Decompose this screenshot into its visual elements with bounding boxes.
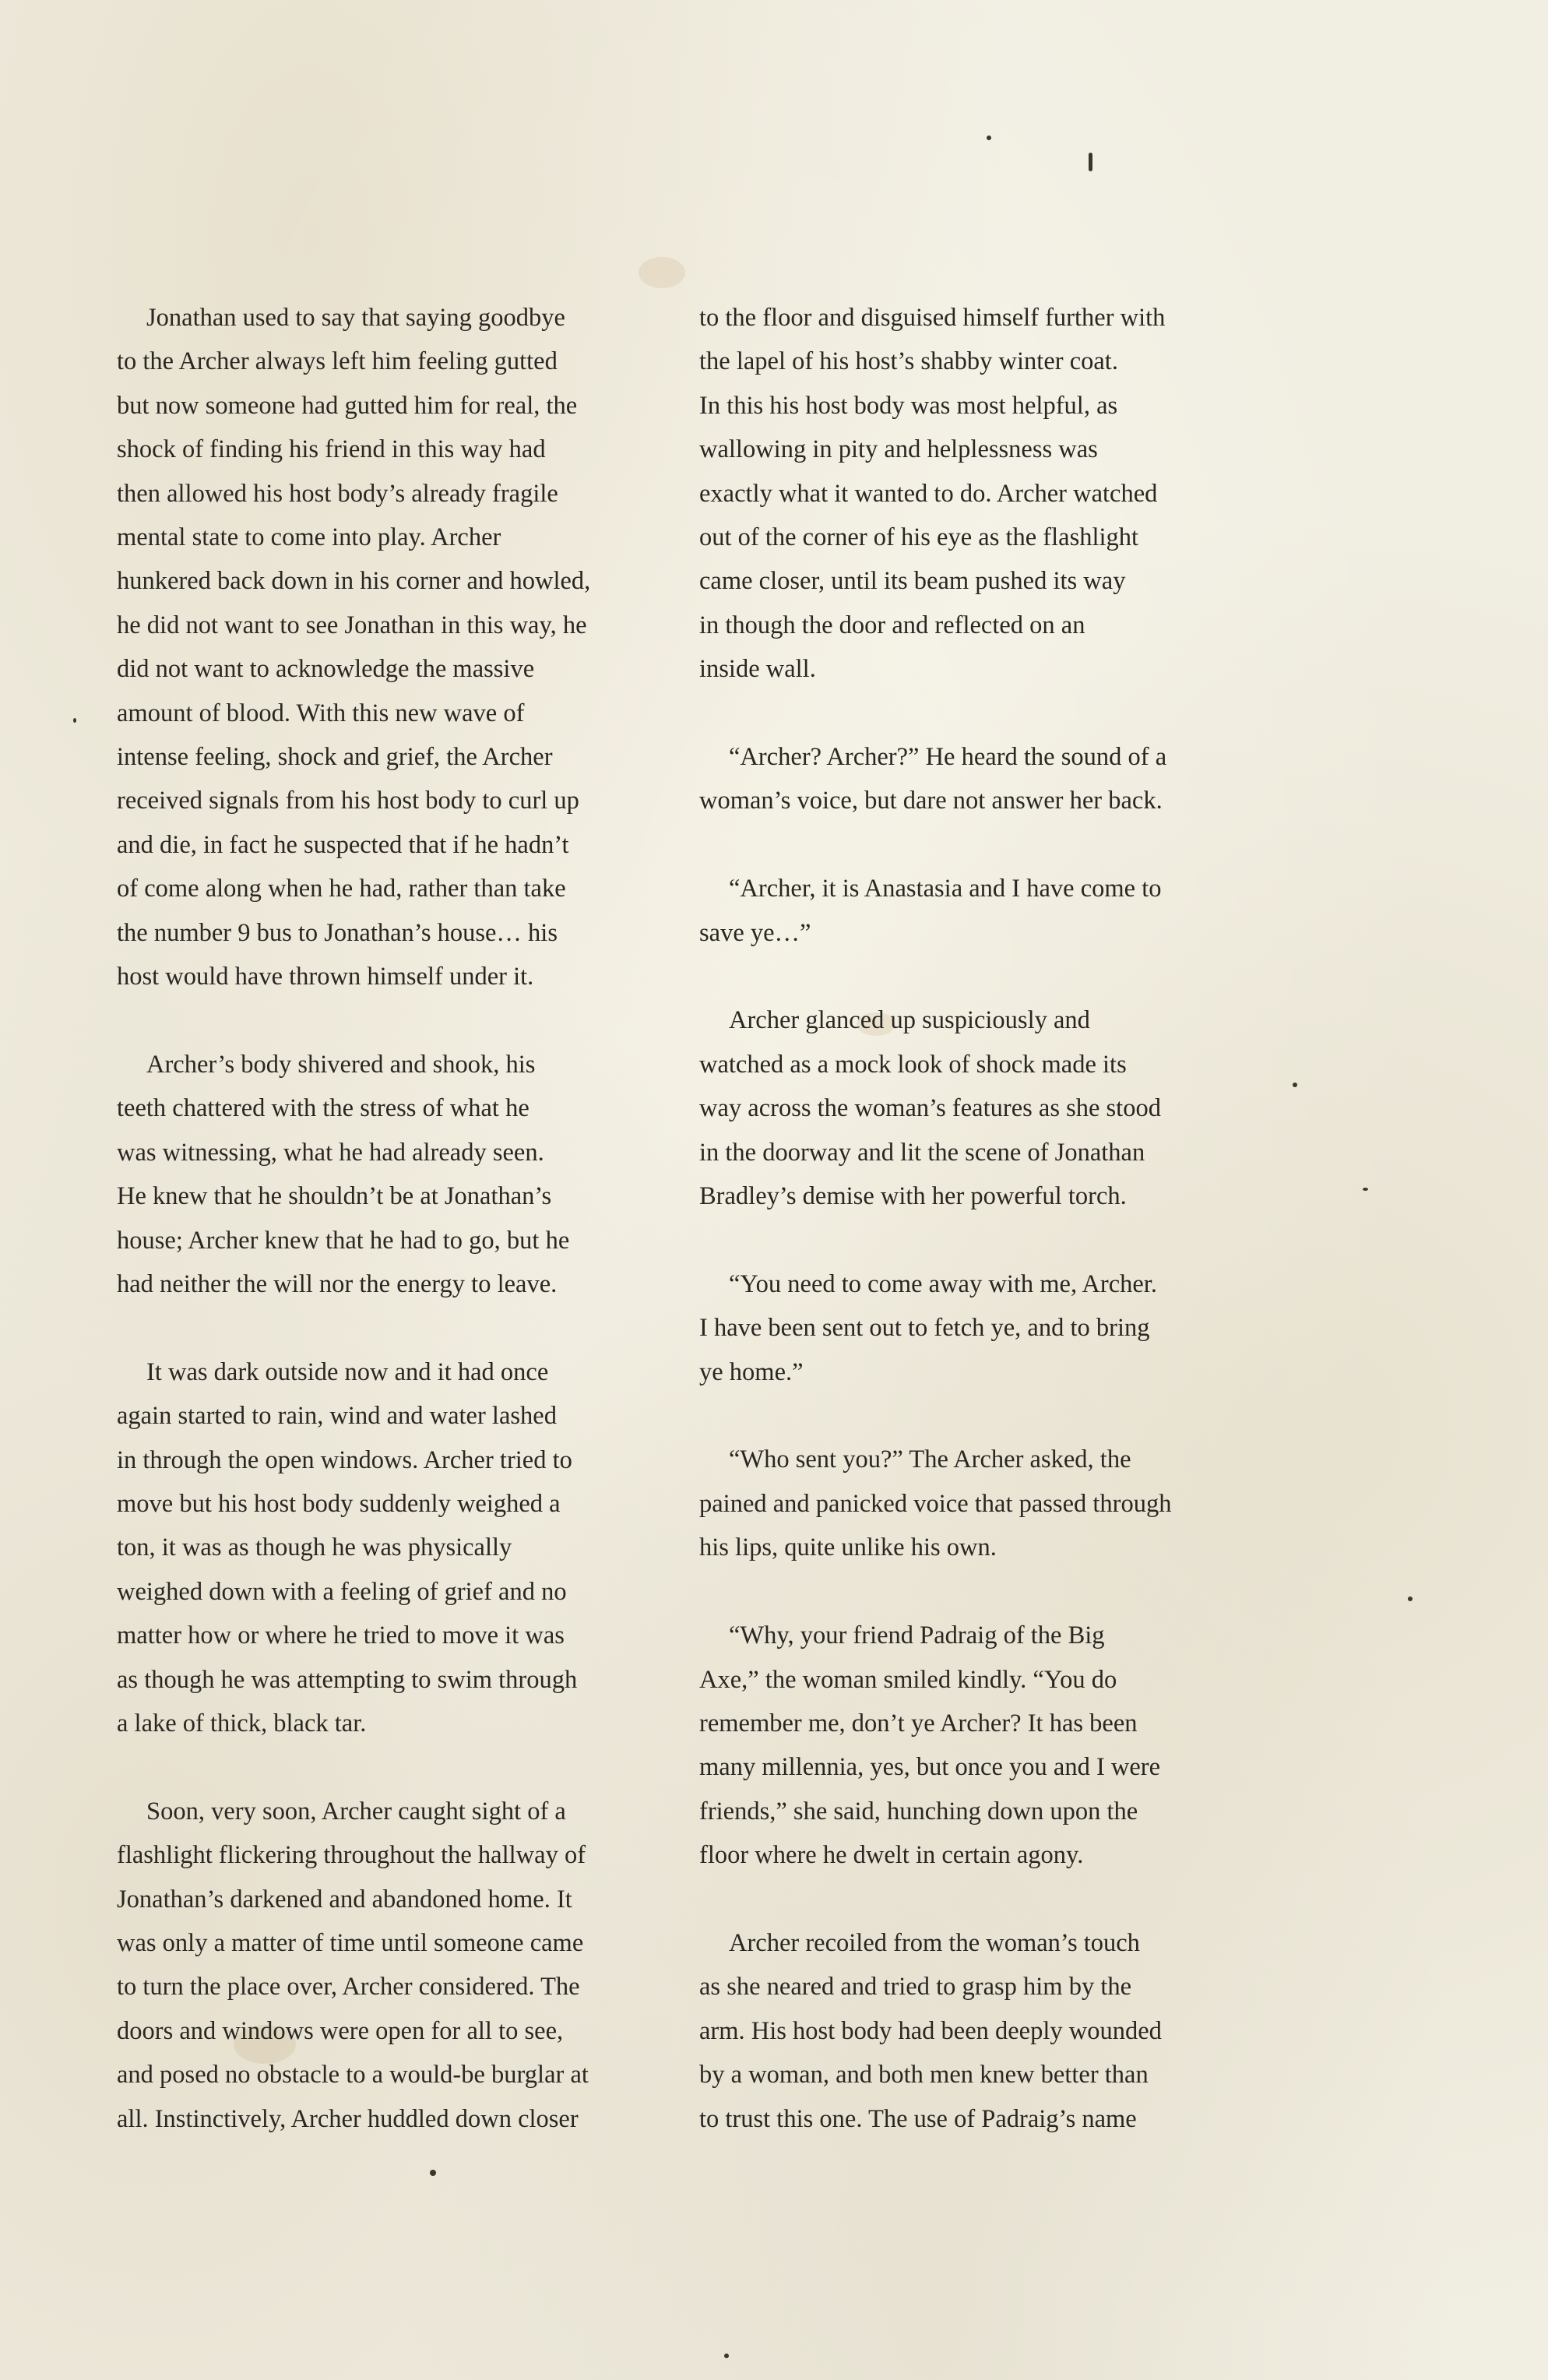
text-line: floor where he dwelt in certain agony. (699, 1841, 1084, 1870)
text-line: “Archer, it is Anastasia and I have come to (729, 875, 1162, 903)
text-line: the number 9 bus to Jonathan’s house… his (117, 918, 558, 947)
text-line: ye home.” (699, 1357, 804, 1386)
text-line: he did not want to see Jonathan in this way, he (117, 611, 587, 639)
paper-speck (1363, 1188, 1368, 1191)
text-line: mental state to come into play. Archer (117, 523, 501, 552)
text-column-left (117, 296, 662, 2185)
text-line: doors and windows were open for all to see, (117, 2016, 564, 2045)
text-line: Jonathan used to say that saying goodbye (146, 304, 565, 332)
text-line: as she neared and tried to grasp him by the (699, 1973, 1132, 2002)
text-line: came closer, until its beam pushed its way (699, 567, 1126, 596)
paragraph (117, 1350, 662, 1746)
text-line: inside wall. (699, 655, 816, 684)
text-line: matter how or where he tried to move it was (117, 1621, 565, 1650)
text-line: Bradley’s demise with her powerful torch. (699, 1182, 1127, 1211)
text-line: by a woman, and both men knew better than (699, 2061, 1149, 2090)
text-line: In this his host body was most helpful, as (699, 391, 1118, 420)
text-line: to the floor and disguised himself further with (699, 304, 1166, 332)
paragraph (699, 1614, 1244, 1877)
text-line: Soon, very soon, Archer caught sight of a (146, 1797, 566, 1825)
paragraph (699, 867, 1244, 955)
text-line: move but his host body suddenly weighed a (117, 1489, 561, 1518)
paragraph (117, 1043, 662, 1306)
text-line: “Archer? Archer?” He heard the sound of a (729, 743, 1167, 772)
text-line: Archer recoiled from the woman’s touch (729, 1928, 1140, 1957)
text-line: a lake of thick, black tar. (117, 1709, 367, 1737)
text-line: shock of finding his friend in this way had (117, 435, 546, 464)
text-line: teeth chattered with the stress of what he (117, 1094, 529, 1123)
text-line: Axe,” the woman smiled kindly. “You do (699, 1665, 1117, 1694)
text-line: the lapel of his host’s shabby winter coat. (699, 347, 1118, 376)
text-line: flashlight flickering throughout the hallway of (117, 1841, 586, 1870)
text-line: arm. His host body had been deeply wounded (699, 2016, 1162, 2045)
text-line: and posed no obstacle to a would-be burglar at (117, 2061, 589, 2090)
text-line: friends,” she said, hunching down upon the (699, 1797, 1138, 1825)
text-line: to turn the place over, Archer considered. The (117, 1973, 580, 2002)
text-line: hunkered back down in his corner and howled, (117, 567, 591, 596)
text-line: all. Instinctively, Archer huddled down closer (117, 2104, 579, 2133)
text-line: Archer glanced up suspiciously and (729, 1006, 1090, 1035)
text-column-right (699, 296, 1244, 2185)
text-line: weighed down with a feeling of grief and no (117, 1577, 567, 1606)
text-line: ton, it was as though he was physically (117, 1533, 512, 1562)
text-line: pained and panicked voice that passed through (699, 1489, 1172, 1518)
text-line: had neither the will nor the energy to leave. (117, 1269, 558, 1298)
text-line: but now someone had gutted him for real, the (117, 391, 578, 420)
text-line: many millennia, yes, but once you and I were (699, 1753, 1161, 1782)
paper-speck (724, 2354, 729, 2358)
paragraph (699, 735, 1244, 823)
text-line: “You need to come away with me, Archer. (729, 1269, 1157, 1298)
text-line: in through the open windows. Archer tried to (117, 1445, 572, 1474)
text-line: save ye…” (699, 918, 811, 947)
paper-speck (1408, 1597, 1413, 1601)
paper-speck (1089, 153, 1092, 171)
text-line: intense feeling, shock and grief, the Archer (117, 743, 553, 772)
text-line: I have been sent out to fetch ye, and to bring (699, 1314, 1150, 1343)
paper-speck (1293, 1083, 1297, 1087)
text-line: and die, in fact he suspected that if he hadn’t (117, 830, 569, 859)
paper-stain (639, 257, 685, 288)
text-line: out of the corner of his eye as the flashlight (699, 523, 1139, 552)
text-line: received signals from his host body to curl up (117, 787, 579, 815)
text-line: “Why, your friend Padraig of the Big (729, 1621, 1105, 1650)
paragraph (699, 296, 1244, 692)
paragraph (117, 1790, 662, 2141)
paragraph (699, 1438, 1244, 1569)
paragraph (699, 1921, 1244, 2141)
text-line: his lips, quite unlike his own. (699, 1533, 997, 1562)
text-line: in though the door and reflected on an (699, 611, 1085, 639)
text-line: It was dark outside now and it had once (146, 1357, 549, 1386)
paper-speck (987, 136, 991, 140)
text-line: Jonathan’s darkened and abandoned home. It (117, 1885, 572, 1914)
text-line: woman’s voice, but dare not answer her back. (699, 787, 1163, 815)
text-line: again started to rain, wind and water lashed (117, 1402, 557, 1431)
text-line: “Who sent you?” The Archer asked, the (729, 1445, 1131, 1474)
paragraph (699, 998, 1244, 1218)
text-line: He knew that he shouldn’t be at Jonathan’s (117, 1182, 552, 1211)
text-line: then allowed his host body’s already fragile (117, 479, 558, 508)
text-line: watched as a mock look of shock made its (699, 1050, 1127, 1079)
text-line: Archer’s body shivered and shook, his (146, 1050, 536, 1079)
text-line: house; Archer knew that he had to go, but he (117, 1226, 570, 1255)
paragraph (117, 296, 662, 999)
paper-speck (73, 718, 76, 723)
text-line: wallowing in pity and helplessness was (699, 435, 1098, 464)
text-line: of come along when he had, rather than take (117, 875, 566, 903)
text-line: host would have thrown himself under it. (117, 963, 534, 991)
text-line: exactly what it wanted to do. Archer watched (699, 479, 1158, 508)
text-line: was witnessing, what he had already seen. (117, 1138, 544, 1167)
text-line: remember me, don’t ye Archer? It has been (699, 1709, 1138, 1737)
text-line: was only a matter of time until someone came (117, 1928, 584, 1957)
text-line: in the doorway and lit the scene of Jonathan (699, 1138, 1145, 1167)
text-line: way across the woman’s features as she stood (699, 1094, 1161, 1123)
text-line: to the Archer always left him feeling gutted (117, 347, 558, 376)
paragraph (699, 1262, 1244, 1394)
text-line: as though he was attempting to swim through (117, 1665, 578, 1694)
text-line: did not want to acknowledge the massive (117, 655, 535, 684)
text-line: to trust this one. The use of Padraig’s name (699, 2104, 1137, 2133)
text-line: amount of blood. With this new wave of (117, 699, 525, 727)
